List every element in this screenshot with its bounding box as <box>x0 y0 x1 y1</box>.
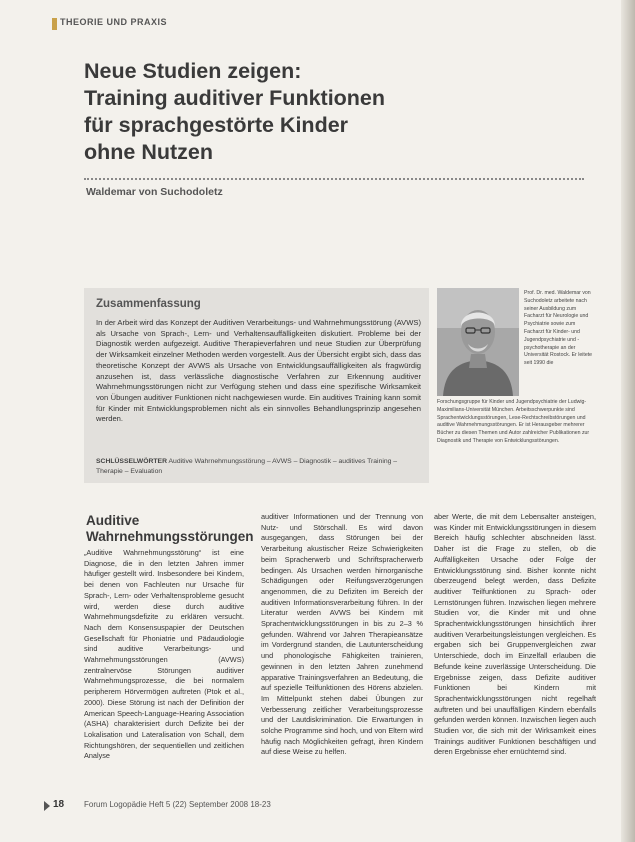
author-bio-side: Prof. Dr. med. Waldemar von Suchodoletz arbeitete nach seiner Ausbildung zum Facharzt für Neurologie und Psychiatrie sowie zum Facharzt für Kinder- und Jugendpsychiatrie und -psychotherapie an der Universität Rostock. Er leitete seit 1990 die <box>524 290 593 367</box>
title-line-4: ohne Nutzen <box>84 140 213 164</box>
section-heading: Auditive Wahrnehmungsstörungen <box>86 513 254 544</box>
author-bio-under: Forschungsgruppe für Kinder und Jugendpsychiatrie der Ludwig-Maximilians-Universität München. Arbeitsschwerpunkte sind Sprachentwicklungsstörungen, Lese-Rechtschreibstörungen und auditive Wahrnehmungsstörungen. Er ist Herausgeber mehrerer Bücher zu diesen Themen und Autor zahlreicher Publikationen zur Diagnostik und Therapie von Entwicklungsstörungen. <box>437 399 590 444</box>
keywords <box>96 457 421 477</box>
body-column-3: aber Werte, die mit dem Lebensalter ansteigen, was Kinder mit Entwicklungsstörungen in diesem Bereich häufig schlechter abschneiden lässt. Daher ist die Frage zu stellen, ob die Auffälligkeiten Ursache oder Folge der Entwicklungsstörung sind. Bisher konnte nicht überzeugend belegt werden, dass Defizite auditiver Teilfunktionen zu Sprach- oder Lernstörungen führen. Inzwischen liegen mehrere Studien vor, die Kinder mit und ohne Sprachentwicklungsstörungen hinsichtlich ihrer auditiven Verarbeitungsleistungen vergleichen. Es ergaben sich bei Gruppenvergleichen zwar Unterschiede, doch im Einzelfall erlauben die Befunde keine zuverlässige Unterscheidung. Die Ergebnisse zeigen, dass Defizite auditiver Funktionen bei Kindern mit Sprachentwicklungsstörungen nicht regelhaft auftreten und bei unauffälligen Kindern ebenfalls gefunden werden können. Inzwischen liegen auch Studien vor, die sich mit der Wirksamkeit eines Trainings auditiver Funktionen beschäftigen und deren Ergebnisse eher ernüchternd sind. <box>434 512 596 757</box>
footer-arrow-icon <box>44 801 50 811</box>
page-gutter-shadow <box>621 0 635 842</box>
body-column-2: auditiver Informationen und der Trennung von Nutz- und Störschall. Es wird davon ausgegangen, dass Störungen bei der Verarbeitung akustischer Reize Schwierigkeiten beim Spracherwerb und Schriftspracherwerb bedingen. Als Ursachen werden hirnorganische Schädigungen oder Reifungsverzögerungen angenommen, die zu Defiziten im Bereich der auditiven Informationsverarbeitung führen. In der Literatur werden AVWS bei Kindern mit Sprachentwicklungsstörungen in bis zu 2–3 % gefunden. Während vor Jahren Therapieansätze im Vordergrund standen, die Lautunterscheidung und phonologische Fähigkeiten trainieren, gewinnen in den letzten Jahren zunehmend apparative Trainingsverfahren an Bedeutung, die auf spezielle Teilfunktionen des Hörens abzielen. Im Mittelpunkt stehen dabei Übungen zur Verbesserung zeitlicher Verarbeitungsprozesse und der Lautdiskrimination. Die Erwartungen in solche Programme sind hoch, und von Eltern wird häufig nach Möglichkeiten gefragt, ihren Kindern auf diese Weise zu helfen. <box>261 512 423 757</box>
section-label: THEORIE UND PRAXIS <box>60 17 168 27</box>
summary-text: In der Arbeit wird das Konzept der Auditiven Verarbeitungs- und Wahrnehmungsstörung (AVWS) als Ursache von Sprach-, Lern- und Verhaltensauffälligkeiten diskutiert. Probleme bei der Diagnostik werden aufgezeigt. Auditive Therapieverfahren und neue Studien zur Überprüfung der Wirksamkeit einzelner Methoden werden vorgestellt. Aus der Übersicht ergibt sich, dass das theoretische Konzept der AVWS als Ursache von Entwicklungsauffälligkeiten als fragwürdig anzusehen ist, dass verlässliche diagnostische Verfahren zur Erkennung auditiver Wahrnehmungsstörungen nicht zur Verfügung stehen und dass eine spezifische Wirksamkeit von Übungen auditiver Funktionen nicht nachgewiesen wurde. Ein auditives Training kann somit für Kinder mit Entwicklungsproblemen nicht als ein sinnvolles Behandlungsprinzip angesehen werden. <box>96 318 421 424</box>
body-column-1: „Auditive Wahrnehmungsstörung“ ist eine Diagnose, die in den letzten Jahren immer häufiger gestellt wird. Insbesondere bei Kindern, bei denen von Fachleuten nur Ursache für Sprach-, Lern- oder Verhaltensprobleme gesucht wird, werden diese durch auditive Wahrnehmungsdefizite zu erklären versucht. Nach dem Konsensuspapier der Deutschen Gesellschaft für Phoniatrie und Pädaudiologie sind auditive Verarbeitungs- und Wahrnehmungsstörungen (AVWS) zentralnervöse Störungen auditiver Wahrnehmungsprozesse, die bei normalem peripherem Hörvermögen auftreten (Ptok et al., 2000). Diese Störung ist nach der Definition der American Speech-Language-Hearing Association (ASHA) charakterisiert durch Defizite bei der Lokalisation und Lateralisation von Schall, dem Richtungshören, der sequentiellen und zeitlichen Analyse <box>84 548 244 761</box>
title-divider <box>84 178 584 180</box>
title-line-2: Training auditiver Funktionen <box>84 86 386 110</box>
author-portrait-icon <box>437 288 519 396</box>
page-number: 18 <box>53 799 65 810</box>
author-name: Waldemar von Suchodoletz <box>86 186 223 198</box>
keywords-label: SCHLÜSSELWÖRTER <box>96 458 167 465</box>
footer-meta: Forum Logopädie Heft 5 (22) September 2008 18-23 <box>84 800 271 809</box>
title-line-3: für sprachgestörte Kinder <box>84 113 349 137</box>
section-marker-icon <box>52 18 57 30</box>
keywords-text: Auditive Wahrnehmungsstörung – AVWS – Diagnostik – auditives Training – Therapie – Evaluation <box>96 458 398 475</box>
summary-heading: Zusammenfassung <box>96 298 201 310</box>
title-line-1: Neue Studien zeigen: <box>84 59 302 83</box>
article-title <box>84 58 504 166</box>
